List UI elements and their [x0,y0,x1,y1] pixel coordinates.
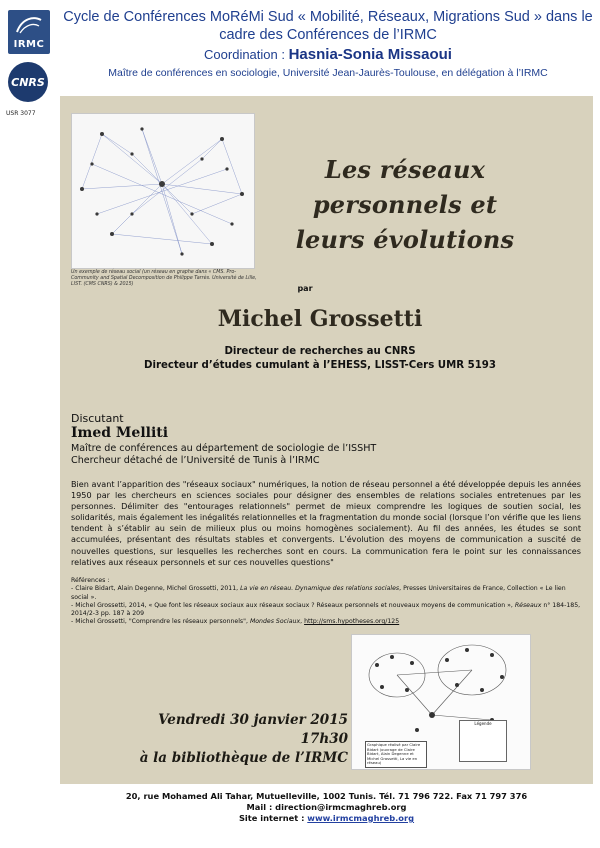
irmc-logo [8,10,50,54]
speaker-role: Directeur de recherches au CNRS [224,346,416,357]
legend-title: Légende [474,721,492,726]
figure-2-legend [459,720,507,762]
discussant-label: Discutant [71,412,124,425]
network-figure-1 [71,113,255,269]
discussant-role: Maître de conférences au département de sociologie de l’ISSHT [71,443,377,454]
talk-title [280,152,530,257]
references-heading: Références : [71,577,110,584]
talk-title-line: leurs évolutions [295,225,515,254]
reference-item: - Claire Bidart, Alain Degenne, Michel Grossetti, 2011, La vie en réseau. Dynamique des relations sociales, Presses Universitaires de France, Collection « Le lien social ». [71,585,566,601]
event-info [98,711,348,768]
event-place: à la bibliothèque de l’IRMC [139,750,348,766]
speaker-name: Michel Grossetti [217,306,423,332]
talk-title-line: Les réseaux [324,155,486,184]
footer [60,791,593,824]
references [71,577,581,627]
coordination-label: Coordination : [204,47,289,62]
footer-site-line [60,813,593,824]
series-title: Cycle de Conférences MoRéMi Sud « Mobilité, Réseaux, Migrations Sud » dans le cadre des Conférences de l’IRMC [63,9,593,43]
reference-item: - Michel Grossetti, "Comprendre les réseaux personnels", Mondes Sociaux, http://sms.hypotheses.org/125 [71,618,400,626]
footer-site-link[interactable]: www.irmcmaghreb.org [307,813,415,823]
discussant-roles [71,443,551,467]
irmc-swirl-icon [14,14,44,36]
footer-address: 20, rue Mohamed Ali Tahar, Mutuelleville, 1002 Tunis. Tél. 71 796 722. Fax 71 797 376 [125,791,528,801]
cnrs-logo: CNRS [8,62,48,102]
irmc-logo-text: IRMC [13,39,45,50]
figure-2-caption: Graphique réalisé par Claire Bidart (ouvrage de Claire Bidart, Alain Degenne et Michel Grossetti, La vie en réseau) [365,741,427,768]
abstract-paragraph: Bien avant l’apparition des "réseaux sociaux" numériques, la notion de réseau personnel a été développée depuis les années 1950 par les chercheurs en sciences sociales pour désigner des ensembles de relations sociales entretenues par les personnes. Délimiter des "entourages relationnels" permet de mieux comprendre les logiques de soutien social, les solidarités, mais également les inégalités relationnelles et la fragmentation du monde social (lorsque l’on vérifie que les liens tendent à s’établir au sein de milieux plus ou moins homogènes socialement). Au fil des années, les études se sont accumulées, présentant des résultats stables et convergents. L’évolution des moyens de communication a suscité de nouvelles questions, sur lesquelles les recherches sont en cours. La communication fera le point sur les connaissances relatives aux réseaux personnels et sur ces nouvelles questions" [71,479,581,567]
talk-title-line: personnels et [312,190,498,219]
reference-item: - Michel Grossetti, 2014, « Que font les réseaux sociaux aux réseaux sociaux ? Réseaux personnels et nouveaux moyens de communication », Réseaux n° 184-185, 2014/2-3 pp. 187 à 209 [71,601,581,618]
coordinator-affiliation: Maître de conférences en sociologie, Université Jean-Jaurès-Toulouse, en délégation à l’IRMC [108,67,548,79]
event-date: Vendredi 30 janvier 2015 [158,712,348,728]
speaker-role: Directeur d’études cumulant à l’EHESS, LISST-Cers UMR 5193 [144,360,496,371]
usr-label: USR 3077 [6,110,36,117]
discussant-role: Chercheur détaché de l’Université de Tunis à l’IRMC [71,455,320,466]
coordination-line [62,46,594,63]
event-time: 17h30 [300,731,348,747]
discussant-name: Imed Melliti [71,425,169,441]
reference-link[interactable]: http://sms.hypotheses.org/125 [304,618,400,626]
footer-site-label: Site internet : [238,813,308,823]
figure-1-caption: Un exemple de réseau social (un réseau en graphe dans « CMS. Pro-Community and Spatial Decomposition de Philippe Tarrès. Université de Lille, LIST. (CMS CNRS) & 2015) [71,270,257,287]
footer-mail: Mail : direction@irmcmaghreb.org [246,802,407,812]
speaker-roles [90,345,550,373]
par-label: par [297,284,313,293]
network-graph-icon [72,114,254,268]
coordinator-name: Hasnia-Sonia Missaoui [288,46,452,63]
